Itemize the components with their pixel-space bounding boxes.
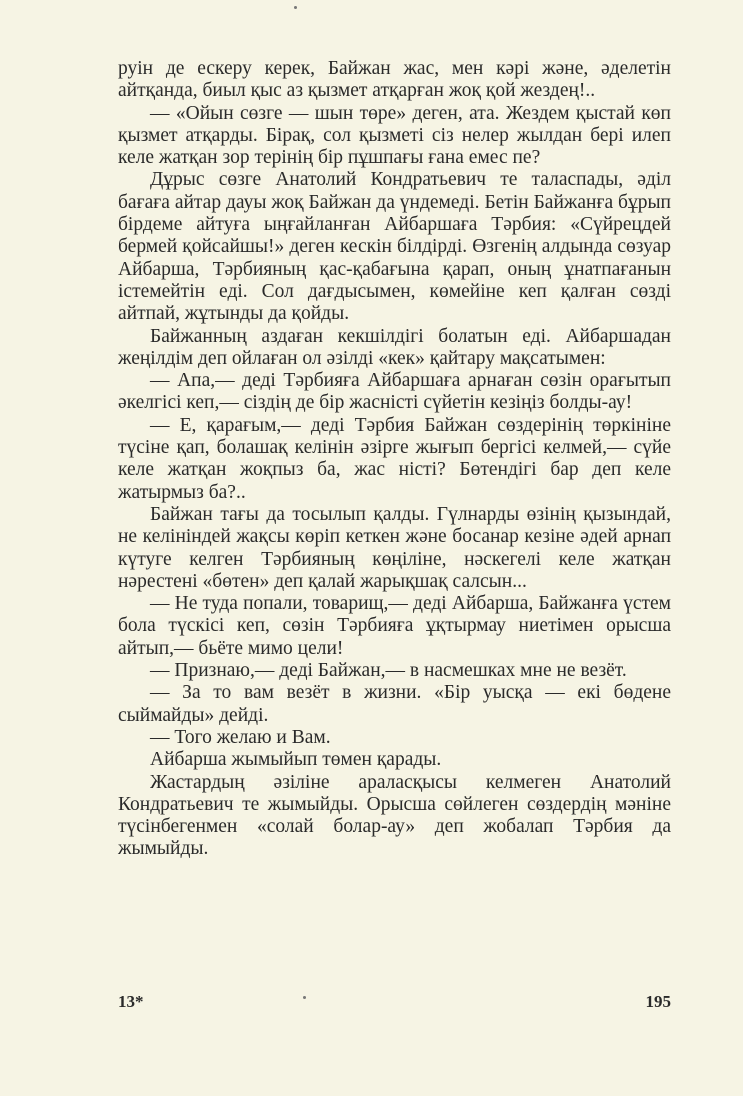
paragraph-5: — Апа,— деді Тәрбияға Айбаршаға арнаған сөзін орағытып әкелгісі кеп,— сіздің де бір жасністі сүйетін кезіңіз болды-ау! [118,370,671,414]
paragraph-2: — «Ойын сөзге — шын төре» деген, ата. Жездем қыстай көп қызмет атқарды. Бірақ, сол қызметі сіз нелер жылдан бері илеп келе жатқан зор терінің бір пұшпағы ғана емес пе? [118,102,671,169]
paragraph-6: — Е, қарағым,— деді Тәрбия Байжан сөздерінің төркініне түсіне қап, болашақ келінін әзірге жығып бергісі келмей,— сүйе келе жатқан жоқпыз ба, жас ністі? Бөтендігі бар деп келе жатырмыз ба?.. [118,414,671,503]
paragraph-3: Дұрыс сөзге Анатолий Кондратьевич те таласпады, әділ бағаға айтар дауы жоқ Байжан да үндемеді. Бетін Байжанға бұрып бірдеме айтуға ыңғайланған Айбаршаға Тәрбия: «Сүйрецдей бермей қойсайшы!» деген кескін білдірді. Өзгенің алдында сөзуар Айбарша, Тәрбияның қас-қабағына қарап, оның ұнатпағанын істемейтін еді. Сол дағдысымен, көмейіне кеп қалған сөзді айтпай, жұтынды да қойды. [118,169,671,325]
signature-mark: 13* [118,992,144,1011]
paragraph-7: Байжан тағы да тосылып қалды. Гүлнарды өзінің қызындай, не келініндей жақсы көріп кеткен және босанар кезіне әдей арнап күтуге келген Тәрбияның көңіліне, нәскегелі келе жатқан нәрестені «бөтен» деп қалай жарықшақ салсын... [118,503,671,592]
paragraph-8: — Не туда попали, товарищ,— деді Айбарша, Байжанға үстем бола түскісі кеп, сөзін Тәрбияға ұқтырмау ниетімен орысша айтып,— бьёте мимо цели! [118,593,671,659]
paragraph-11: — Того желаю и Вам. [150,726,331,748]
page-number: 195 [645,992,671,1011]
paragraph-4: Байжанның аздаған кекшілдігі болатын еді. Айбаршадан жеңілдім деп ойлаған ол әзілді «кек» қайтару мақсатымен: [118,325,671,369]
paragraph-10: — За то вам везёт в жизни. «Бір уысқа — екі бөдене сыймайды» дейді. [118,682,671,726]
paragraph-9: — Признаю,— деді Байжан,— в насмешках мне не везёт. [150,660,627,682]
paragraph-13: Жастардың әзіліне араласқысы келмеген Анатолий Кондратьевич те жымыйды. Орысша сөйлеген сөздердің мәніне түсінбегенмен «солай болар-ау» деп жобалап Тәрбия да жымыйды. [118,771,671,860]
paragraph-1: руін де ескеру керек, Байжан жас, мен кәрі және, әделетін айтқанда, биыл қыс аз қызмет атқарған жоқ қой жездең!.. [118,58,671,102]
paper-speck [303,996,306,999]
paragraph-12: Айбарша жымыйып төмен қарады. [150,749,442,771]
body-text [118,58,671,861]
paper-speck [294,6,297,9]
